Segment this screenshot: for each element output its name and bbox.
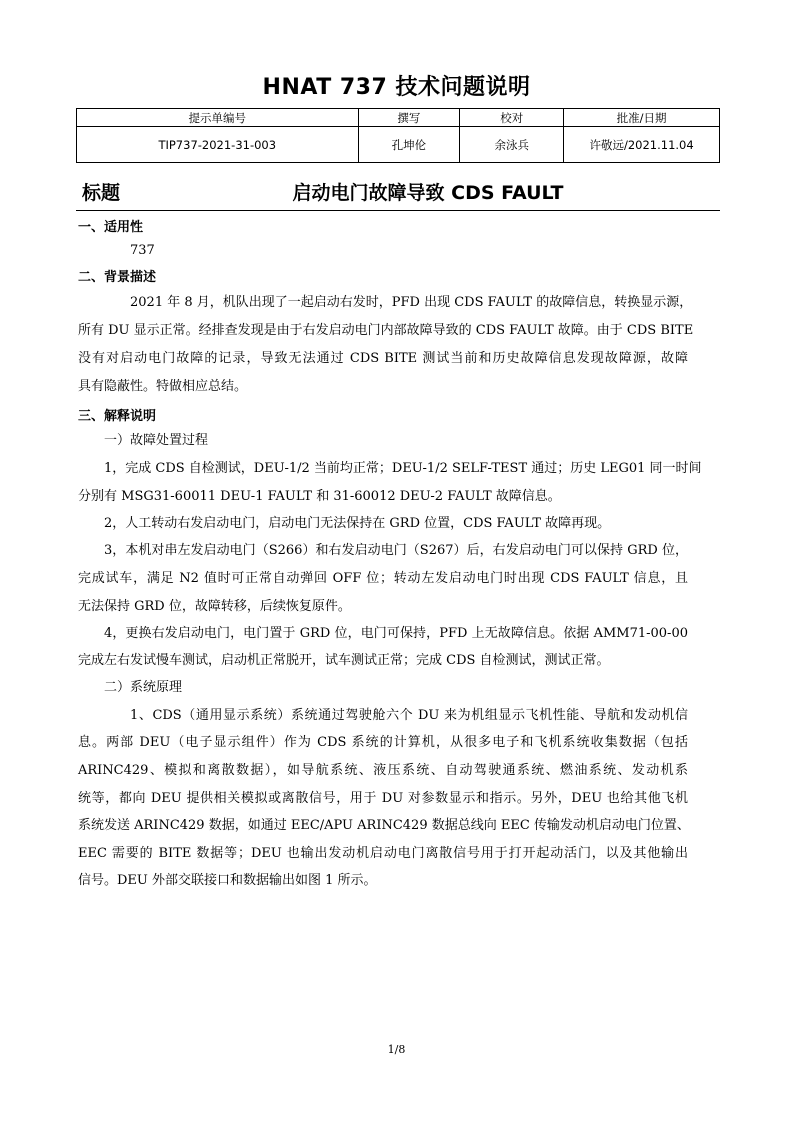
subsection-heading-process: 一）故障处置过程 [104,433,209,448]
principle-line: EEC 需要的 BITE 数据等；DEU 也输出发动机启动电门离散信号用于打开起动活门，以及其他输出 [78,846,688,861]
process-line: 完成左右发试慢车测试，启动机正常脱开，试车测试正常；完成 CDS 自检测试，测试正常。 [78,653,610,668]
process-line: 1，完成 CDS 自检测试，DEU-1/2 当前均正常；DEU-1/2 SELF-TEST 通过；历史 LEG01 同一时间 [104,461,702,476]
background-line: 所有 DU 显示正常。经排查发现是由于右发启动电门内部故障导致的 CDS FAULT 故障。由于 CDS BITE [78,323,694,338]
process-line: 3，本机对串左发启动电门（S266）和右发启动电门（S267）后，右发启动电门可以保持 GRD 位， [104,543,688,558]
principle-line: 统等，都向 DEU 提供相关模拟或离散信号，用于 DU 对参数显示和指示。另外，DEU 也给其他飞机 [78,791,688,806]
page-number: 1/8 [387,1043,406,1056]
meta-header-reviewer: 校对 [460,109,564,127]
background-line: 2021 年 8 月，机队出现了一起启动右发时，PFD 出现 CDS FAULT 的故障信息，转换显示源， [130,295,693,310]
principle-line: 系统发送 ARINC429 数据，如通过 EEC/APU ARINC429 数据总线向 EEC 传输发动机启动电门位置、 [78,818,690,833]
meta-header-approval-date: 批准/日期 [564,109,720,127]
subsection-heading-principle: 二）系统原理 [104,680,183,695]
meta-header-author: 撰写 [358,109,460,127]
section-heading-background: 二、背景描述 [78,270,157,285]
meta-tip-number: TIP737-2021-31-003 [77,127,359,163]
principle-line: 信号。DEU 外部交联接口和数据输出如图 1 所示。 [78,873,377,888]
meta-header-tip-number: 提示单编号 [77,109,359,127]
principle-line: 息。两部 DEU（电子显示组件）作为 CDS 系统的计算机，从很多电子和飞机系统收集数据（包括 [78,735,688,750]
meta-value-row [77,127,720,163]
process-line: 无法保持 GRD 位，故障转移，后续恢复原件。 [78,599,351,614]
document-meta-table [76,108,720,163]
principle-line: 1、CDS（通用显示系统）系统通过驾驶舱六个 DU 来为机组显示飞机性能、导航和发动机信 [130,708,688,723]
topic-row [76,172,720,211]
topic-title: 启动电门故障导致 CDS FAULT [292,182,564,204]
applicability-value: 737 [130,243,155,258]
meta-author: 孔坤伦 [358,127,460,163]
meta-reviewer: 余泳兵 [460,127,564,163]
section-heading-explanation: 三、解释说明 [78,409,157,424]
section-heading-applicability: 一、适用性 [78,220,144,235]
process-line: 完成试车，满足 N2 值时可正常自动弹回 OFF 位；转动左发启动电门时出现 CDS FAULT 信息，且 [78,571,688,586]
meta-approval-date: 许敬远/2021.11.04 [564,127,720,163]
principle-line: ARINC429、模拟和离散数据），如导航系统、液压系统、自动驾驶通系统、燃油系统、发动机系 [78,763,688,778]
process-line: 4，更换右发启动电门，电门置于 GRD 位，电门可保持，PFD 上无故障信息。依据 AMM71-00-00 [104,626,688,641]
process-line: 分别有 MSG31-60011 DEU-1 FAULT 和 31-60012 DEU-2 FAULT 故障信息。 [78,489,561,504]
process-line: 2，人工转动右发启动电门，启动电门无法保持在 GRD 位置，CDS FAULT 故障再现。 [104,516,611,531]
background-line: 没有对启动电门故障的记录，导致无法通过 CDS BITE 测试当前和历史故障信息发现故障源，故障 [78,351,688,366]
document-title: HNAT 737 技术问题说明 [262,75,531,100]
background-line: 具有隐蔽性。特做相应总结。 [78,379,248,394]
topic-label: 标题 [82,182,121,204]
meta-header-row [77,109,720,127]
